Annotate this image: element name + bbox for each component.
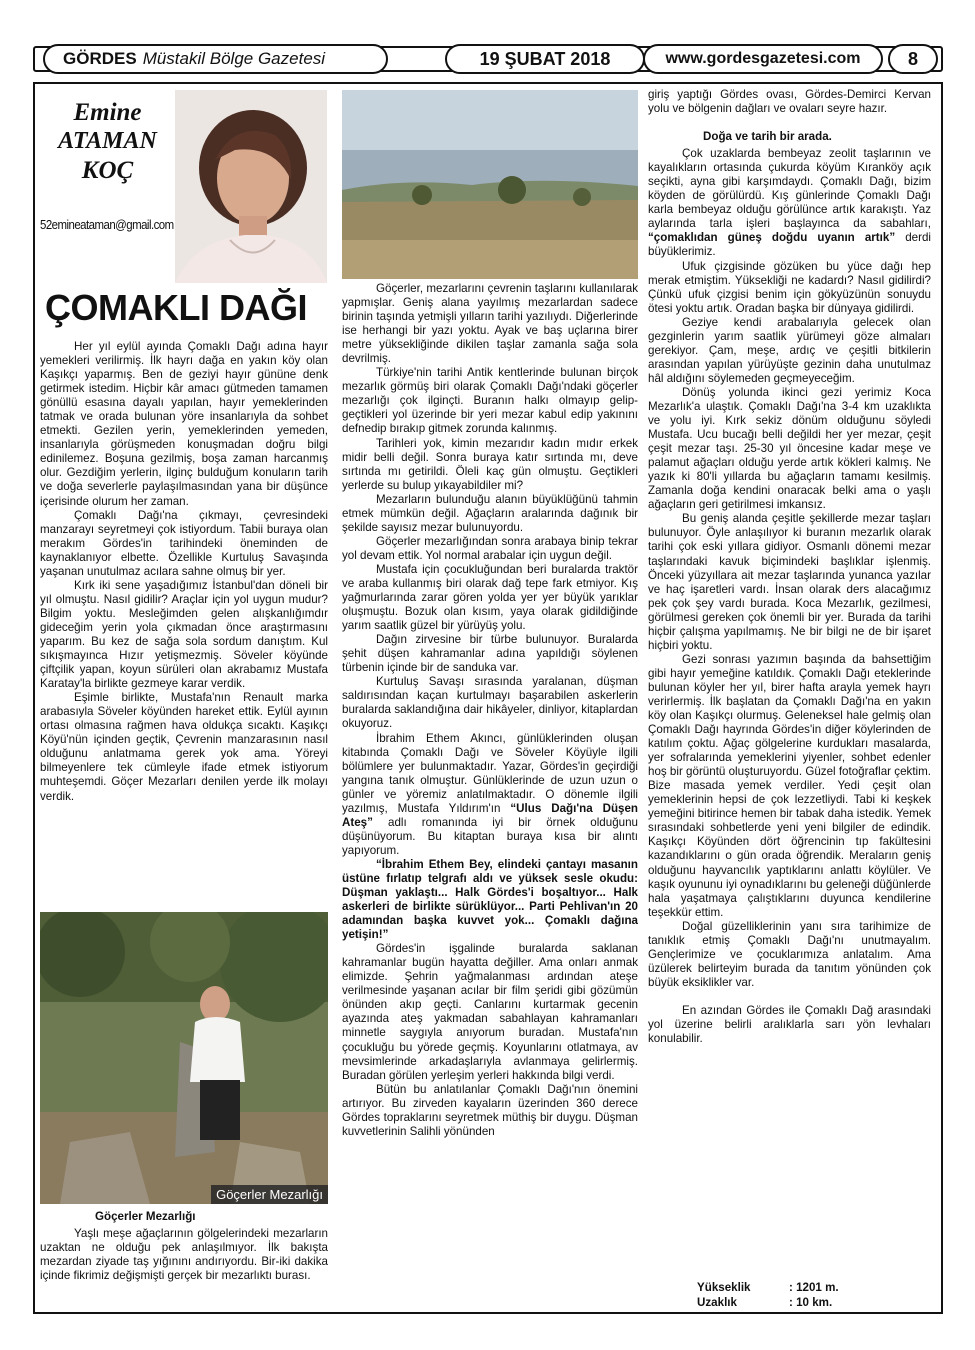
text-span: adlı romanında iyi bir örnek olduğunu düşünüyorum. Bu kitaptan buraya kısa bir alıntı yapıyorum. bbox=[342, 815, 638, 857]
author-surname-2: KOÇ bbox=[81, 157, 134, 184]
section-subhead: Göçerler Mezarlığı bbox=[95, 1210, 196, 1223]
cemetery-photo bbox=[40, 912, 328, 1204]
paragraph: Dağın zirvesine bir türbe bulunuyor. Buralarda şehit düşen kahramanlar adına yapıldığı söylenen türbenin içinde bir de sanduka var. bbox=[342, 633, 638, 675]
landscape-photo bbox=[342, 90, 638, 279]
stats-row bbox=[697, 1296, 839, 1311]
stats-table bbox=[697, 1281, 839, 1310]
article-column-2 bbox=[342, 282, 638, 1139]
article-column-3 bbox=[648, 88, 931, 1046]
paragraph: Göçerler mezarlığından sonra arabaya binip tekrar yol devam ettik. Yol normal arabalar için uygun değil. bbox=[342, 534, 638, 562]
paragraph: Bu geniş alanda çeşitle şekillerde mezar taşları bulunuyor. Öyle anlaşılıyor ki buranın mezarlık olarak tarihi çok eski yıllara gidiyor. Osmanlı dönemi mezar taşlarındaki kavuk biçimindeki başlıklar işlenmiş. Önceki yüzyıllara ait mezar taşlarında yunanca yazılar ve haç işaretleri vardı. İnsan olarak ders alacağımız pek çok şey vardı burada. Koca Mezarlık, gezilmesi, görülmesi gereken çok önemli bir yer. Burada da tarihi hiçbir çalışma yapılmamış. Ne bir bilgi ne de bir işaret hiçbiri yoktu. bbox=[648, 512, 931, 652]
stats-row bbox=[697, 1281, 839, 1296]
author-name bbox=[40, 98, 175, 185]
text-span: Çok uzaklarda bembeyaz zeolit taşlarının ve kayalıkların ortasında çukurda köyüm Kıranköy açık seçikti, ayna gibi karşımdaydı. Çomaklı Dağı, bizim köyden de görülürdü. Kış günlerinde Çomaklı Dağı karla bembeyaz olduğu görülünce artık karakıştı. Yaz aylarında tarla işleri başlayınca da sabahları, bbox=[648, 147, 931, 231]
paragraph: Doğal güzelliklerinin yanı sıra tarihimize de tanıklık etmiş Çomaklı Dağı'nı unutmayalım. Gençlerimize ve çocuklarımıza anlatalım. Ama üzülerek belirteyim burada da tanıtım yönünden çok büyük eksiklikler var. bbox=[648, 919, 931, 989]
website-link[interactable]: www.gordesgazetesi.com bbox=[643, 44, 883, 74]
paragraph: Kurtuluş Savaşı sırasında yaralanan, düşman saldırısından kaçan kurtulmayı başarabilen askerlerin buralarda saklandığına dair hikâyeler, dinliyor, kitaplardan okuyoruz. bbox=[342, 675, 638, 731]
photo-gocerler-mezarligi bbox=[40, 912, 328, 1204]
article-column-1-continued bbox=[40, 1210, 328, 1283]
newspaper-name bbox=[43, 44, 388, 74]
bold-text: “Ulus Dağı'na Düşen Ateş” bbox=[342, 801, 638, 829]
paragraph: Yaşlı meşe ağaçlarının gölgelerindeki mezarların uzaktan ne olduğu pek anlaşılmıyor. İlk bakışta mezardan ziyade taş yığınını andırıyordu. Bir-iki dakika içinde fikrimiz değişmişti gerçek bir mezarlıktı burası. bbox=[40, 1227, 328, 1283]
text-span: İbrahim Ethem Akıncı, günlüklerinden oluşan kitabında Çomaklı Dağı ve Söveler Köyüyle ilgili bölümlere yer bulunmaktadır. Yazar, Gördes'in geçirdiği yangına tanık olmuştur. Günlüklerinde de uzun uzun o günler ve yöremiz anlatılmaktadır. O dönemle ilgili yazılmış, Mustafa Yıldırım'ın bbox=[342, 731, 638, 815]
paragraph: Göçerler, mezarlarını çevrenin taşlarını kullanılarak yapmışlar. Geniş alana yayılmış mezarlardan sadece birinin taşında yetmişli yılların tarihi yazılıydı. Diğerlerinde ise herhangi bir yazı yoktu. Ayak ve baş uçlarına birer metre yüksekliğinde dikilen taşlar zamanla sağa sola devrilmiş. bbox=[342, 282, 638, 366]
author-box bbox=[40, 92, 175, 280]
paragraph: Tarihleri yok, kimin mezarıdır kadın mıdır erkek midir belli değil. Sonra buraya katır sırtında mı, deve sırtında mı getirildi. Öleli kaç gün olmuştu. Geçtikleri yerlerde su bulup yıkayabildiler mi? bbox=[342, 436, 638, 492]
closing-paragraph: En azından Gördes ile Çomaklı Dağ arasındaki yol üzerine belirli aralıklarla sarı yön levhaları konulabilir. bbox=[648, 1003, 931, 1046]
stats-label: Yükseklik bbox=[697, 1281, 751, 1294]
stats-label: Uzaklık bbox=[697, 1295, 737, 1309]
page-number: 8 bbox=[888, 44, 938, 74]
author-surname-1: ATAMAN bbox=[58, 128, 157, 154]
stats-value: : 10 km. bbox=[789, 1295, 833, 1309]
paragraph: Kırk iki sene yaşadığımız İstanbul'dan döneli bir yıl olmuştu. Nasıl gidilir? Araçlar için yol uygun mudur? Bilgim yoktu. Mesleğimden gelen alışkanlığımdır gideceğim yerin yola çıkmadan önce araştırmasını yaparım. Bu kez de sağa sola sordum danıştım. Kul sıkışmayınca Hızır yetişmezmiş. Söveler köyünde çiftçilik yapan, koyun sürüleri olan akrabamız Mustafa Karatay'la birlikte gezmeye karar verdik. bbox=[40, 578, 328, 691]
article-column-1 bbox=[40, 340, 328, 804]
issue-date: 19 ŞUBAT 2018 bbox=[445, 44, 645, 74]
paragraph bbox=[342, 732, 638, 858]
paragraph: Mezarların bulunduğu alanın büyüklüğünü tahmin etmek mümkün değil. Ağaçların aralarında dağınık bir şekilde sayısız mezar bulunuyordu. bbox=[342, 492, 638, 534]
paragraph: Bütün bu anlatılanlar Çomaklı Dağı'nın önemini artırıyor. Bu zirveden kayaların üzerinden 360 derece Gördes topraklarını seyretmek müthiş bir duygu. Düşman kuvvetlerinin Salihli yönünden bbox=[342, 1082, 638, 1138]
paragraph: Her yıl eylül ayında Çomaklı Dağı adına hayır yemekleri verilirmiş. İlk hayrı dağa en yakın köy olan Kaşıkçı yaparmış. Ben de geziyi hayır gününe denk getirmek istedim. Hiçbir kâr amacı gütmeden tamamen gönüllü esasına dayalı yapılan, hayır yemeklerinden tatmak ve orada bulunan yöre insanlarıyla da sohbet etmekti. Gezilen yerin, yemeklerinden yemeden, insanlarıyla görüşmeden konuşmadan doğru bilgi edinilemez. Boşuna gezilmiş, boşa zaman harcanmış olur. Gezdiğim yerlerin, ilginç bulduğum konuların tarih ve doğa severlerle paylaşılmasından yana bir düşünce içerisinde olurum her zaman. bbox=[40, 340, 328, 508]
paragraph: Gezi sonrası yazımın başında da bahsettiğim gibi hayır yemeğine katıldık. Çomaklı Dağı eteklerinde bulunan köyler her yıl, birer hafta arayla yemek hayrı verirlermiş. İlk başlatan da Çomaklı Dağı'na en yakın köy olan Kaşıkçı olurmuş. Geleneksel hale gelmiş olan Çomaklı Dağı hayrında Gördes'in diğer köylerinden de katılım çoktu. Ağaç gölgelerine kurdukları masalarda, yer sofralarında yemeklerini yiyenler, sohbet edenler hoş bir görüntü oluşturuyordu. Güzel fotoğraflar çektim. Bize masada yemek verdiler. Yedi çeşit olan yemeklerinin hepsi de çok lezzetliydi. Tabi ki keşkek yemeğini bitirince hemen bir tabak daha istedik. Yemek sırasındaki sohbetlerde yeni yeni bilgiler de edindik. Kaşıkçı Köyünden dört öğrencinin tıp fakültesini kazandıklarını o gün orada öğrendik. Meraların geniş olduğunu hayvancılık yaptıklarını anlattı köylüler. Ve kaşık oyununu iyi oynadıklarını bu geleneği düğünlerde hala yaşatmaya çalıştıklarını duyunca kendilerine teşekkür ettim. bbox=[648, 652, 931, 919]
stats-value: : 1201 m. bbox=[789, 1281, 839, 1294]
page-header bbox=[33, 40, 943, 80]
photo-caption: Göçerler Mezarlığı bbox=[211, 1185, 328, 1204]
paragraph: Çomaklı Dağı'na çıkmayı, çevresindeki manzarayı seyretmeyi çok istiyordum. Tabii buraya olan merakım Gördes'in tarihindeki öneminden de kaynaklanıyor elbette. Özellikle Kurtuluş Savaşında yaşanan unutulmaz acılara sahne olmuş bir yer. bbox=[40, 508, 328, 578]
paragraph: Dönüş yolunda ikinci gezi yerimiz Koca Mezarlık'a ulaştık. Çomaklı Dağı'na 3-4 km uzaklıkta ve yolu iyi. Kırk sekiz dönüm olduğunu söyledi Mustafa. Ucu bucağı belli değildi her yer mezar, çeşit çeşit mezar taşı. 25-30 yıl öncesine kadar meşe ve palamut ağaçları olduğu yerde artık kökleri kalmış. Ne yazık ki 80'li yıllarda bu ağaçların tamamı kesilmiş. Zamanla doğa kendini onaracak belki ama o yaşlı ağaçların geri getirilmesi imkansız. bbox=[648, 385, 931, 512]
portrait-image bbox=[175, 90, 327, 283]
paragraph: giriş yaptığı Gördes ovası, Gördes-Demirci Kervan yolu ve bölgenin dağları ve ovaları seyre hazır. bbox=[648, 88, 931, 116]
article-title: ÇOMAKLI DAĞI bbox=[45, 287, 307, 328]
author-email[interactable]: 52emineataman@gmail.com bbox=[40, 217, 174, 232]
author-first-name: Emine bbox=[73, 99, 142, 126]
paragraph: Eşimle birlikte, Mustafa'nın Renault marka arabasıyla Söveler köyünden hareket ettik. Eylül ayının ortası olmasına rağmen hava oldukça sıcaktı. Kaşıkçı Köyü'nün içinden geçtik, Çevrenin manzarasının nasıl olduğunu anlatmama gerek yok ama. Yöreyi bilmeyenlere tek cümleyle ifade etmek istiyorum muhteşemdi. Göçer Mezarları denilen yerde ilk molayı verdik. bbox=[40, 691, 328, 803]
newspaper-title: GÖRDES bbox=[63, 49, 137, 68]
newspaper-subtitle: Müstakil Bölge Gazetesi bbox=[142, 49, 326, 68]
paragraph: Mustafa için çocukluğundan beri buralarda traktör ve araba kullanmış biri olarak dağ tepe fark etmiyor. Kış yağmurlarında zarar gören yolda yer yer büyük yarıklar oluşmuştu. Bozuk olan kısım, yaya olarak gidildiğinde yarım saatlik güzel bir yürüyüş yolu. bbox=[342, 562, 638, 633]
bold-text: “çomaklıdan güneş doğdu uyanın artık” bbox=[648, 231, 896, 245]
text-span: derdi büyüklerimiz. bbox=[648, 231, 931, 259]
paragraph: Ufuk çizgisinde gözüken bu yüce dağı hep merak etmiştim. Yüksekliği ne kadardı? Nasıl gidilirdi? Çünkü ufuk çizgisi benim için gökyüzünün sonuydu ötesi yoktu artık. Oradan başka bir dünyaya gidilirdi. bbox=[648, 259, 931, 315]
author-portrait bbox=[175, 90, 327, 283]
photo-comakli-dagi-landscape bbox=[342, 90, 638, 279]
section-subhead: Doğa ve tarih bir arada. bbox=[703, 130, 832, 144]
paragraph bbox=[648, 147, 931, 259]
paragraph: Geziye kendi arabalarıyla gelecek olan gezginlerin yarım saatlik yürümeyi göze almaları gerekiyor. Çam, meşe, ardıç ve çeşitli bitkilerin arasından yapılan yürüyüşte gezinin daha unutulmaz hâl aldığını söylemeden geçmeyeceğim. bbox=[648, 315, 931, 385]
paragraph: Gördes'in işgalinde buralarda saklanan kahramanlar bugün hayatta değiller. Ama onları anmak elimizde. Şehrin yağmalanması ardından ateşe verilmesinde yaşanan acılar bir film şeridi gibi gözümün önünden akıp geçti. Canlarını kurtarmak gecenin ayazında ateş yakmadan sabahlayan kahramanları minnetle saygıyla anıyorum buradan. Mustafa'nın çocukluğu bu yörede geçmiş. Koyunlarını otlatmaya, av mevsimlerinde arkadaşlarıyla avlanmaya gelirlermiş. Buradan görülen yerleşim yerleri hakkında bilgi verdi. bbox=[342, 942, 638, 1082]
quote-paragraph: “İbrahim Ethem Bey, elindeki çantayı masanın üstüne fırlatıp telgrafı aldı ve yüksek sesle okudu: Düşman yaklaştı... Halk Gördes'i boşaltıyor... Halk askerleri de birlikte sürüklüyor... Parti Pehlivan'ın 20 adamından başka kuvvet yok... Çomaklı dağına yetişin!” bbox=[342, 857, 638, 942]
paragraph: Türkiye'nin tarihi Antik kentlerinde bulunan birçok mezarlık görmüş biri olarak Çomaklı Dağı'ndaki göçerler mezarlığı çok ilginçti. Buranın halkı olmayıp gelip-geçtikleri yol üzerinde bir yeri mezar kabul edip yakınını defnedip bırakıp gitmek zorunda kalınmış. bbox=[342, 366, 638, 436]
